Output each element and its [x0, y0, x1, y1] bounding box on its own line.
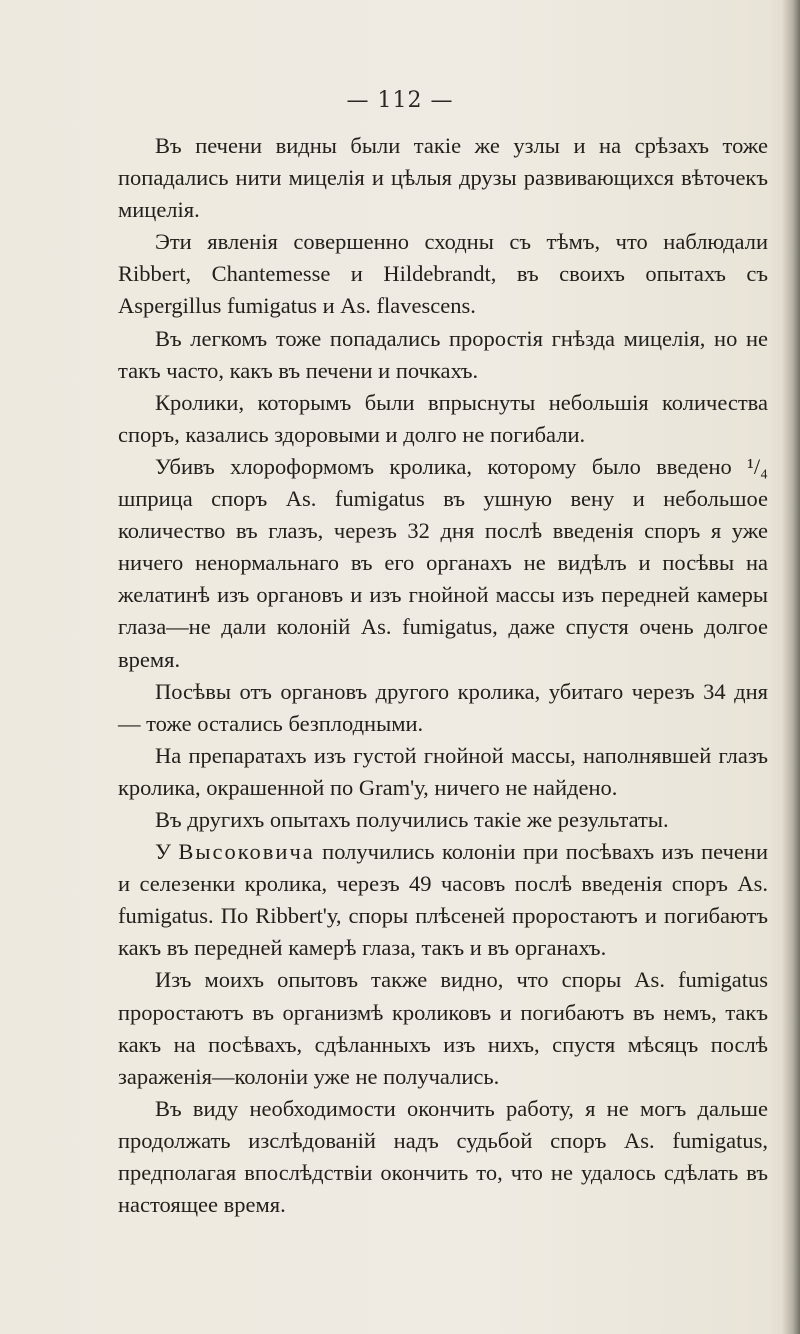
page-edge-shadow	[782, 0, 800, 1334]
page-number: — 112 —	[346, 88, 454, 113]
paragraph-vysokovich	[118, 836, 768, 964]
vysokovich-after: получились колоніи при посѣвахъ изъ печени и селезенки кролика, черезъ 49 часовъ послѣ введенія споръ As. fumigatus. По Ribbert'у, споры плѣсеней проростаютъ и погибаютъ какъ въ передней камерѣ глаза, такъ и въ органахъ.	[118, 839, 768, 961]
vysokovich-before: У	[155, 839, 179, 865]
vysokovich-name: Высоковича	[178, 839, 315, 865]
paragraph-lung-findings: Въ легкомъ тоже попадались проростія гнѣзда мицелія, но не такъ часто, какъ въ печени и почкахъ.	[118, 325, 768, 383]
paragraph-small-doses: Кролики, которымъ были впрыснуты небольшія количества споръ, казались здоровыми и долго не погибали.	[118, 389, 768, 447]
paragraph-other-experiments: Въ другихъ опытахъ получились такіе же результаты.	[155, 806, 669, 832]
paragraph-liver-nodes: Въ печени видны были такіе же узлы и на срѣзахъ тоже попадались нити мицелія и цѣлыя друзы развивающихся вѣточекъ мицелія.	[118, 133, 768, 223]
paragraph-gram-stain: На препаратахъ изъ густой гнойной массы, наполнявшей глазъ кролика, окрашенной по Gram'у, ничего не найдено.	[118, 742, 768, 800]
body-text	[118, 130, 768, 1221]
paragraph-similar-phenomena: Эти явленія совершенно сходны съ тѣмъ, что наблюдали Ribbert, Chantemesse и Hildebrandt, въ своихъ опытахъ съ Aspergillus fumigatus и As. flavescens.	[118, 229, 768, 319]
paragraph-conclusion: Въ виду необходимости окончить работу, я не могъ дальше продолжать изслѣдованій надъ судьбой споръ As. fumigatus, предполагая впослѣдствіи окончить то, что не удалось сдѣлать въ настоящее время.	[118, 1095, 768, 1218]
paragraph-own-experiments: Изъ моихъ опытовъ также видно, что споры As. fumigatus проростаютъ въ организмѣ кроликовъ и погибаютъ въ немъ, такъ какъ на посѣвахъ, сдѣланныхъ изъ нихъ, спустя мѣсяцъ послѣ зараженія—колоніи уже не получались.	[118, 967, 768, 1089]
paragraph-second-rabbit: Посѣвы отъ органовъ другого кролика, убитаго черезъ 34 дня — тоже остались безплодными.	[118, 678, 768, 736]
paragraph-chloroform-rabbit: Убивъ хлороформомъ кролика, которому было введено ¹/₄ шприца споръ As. fumigatus въ ушную вену и небольшое количество въ глазъ, черезъ 32 дня послѣ введенія споръ я уже ничего ненормальнаго въ его органахъ не видѣлъ и посѣвы на желатинѣ изъ органовъ и изъ гнойной массы изъ передней камеры глаза—не дали колоній As. fumigatus, даже спустя очень долгое время.	[118, 453, 768, 672]
